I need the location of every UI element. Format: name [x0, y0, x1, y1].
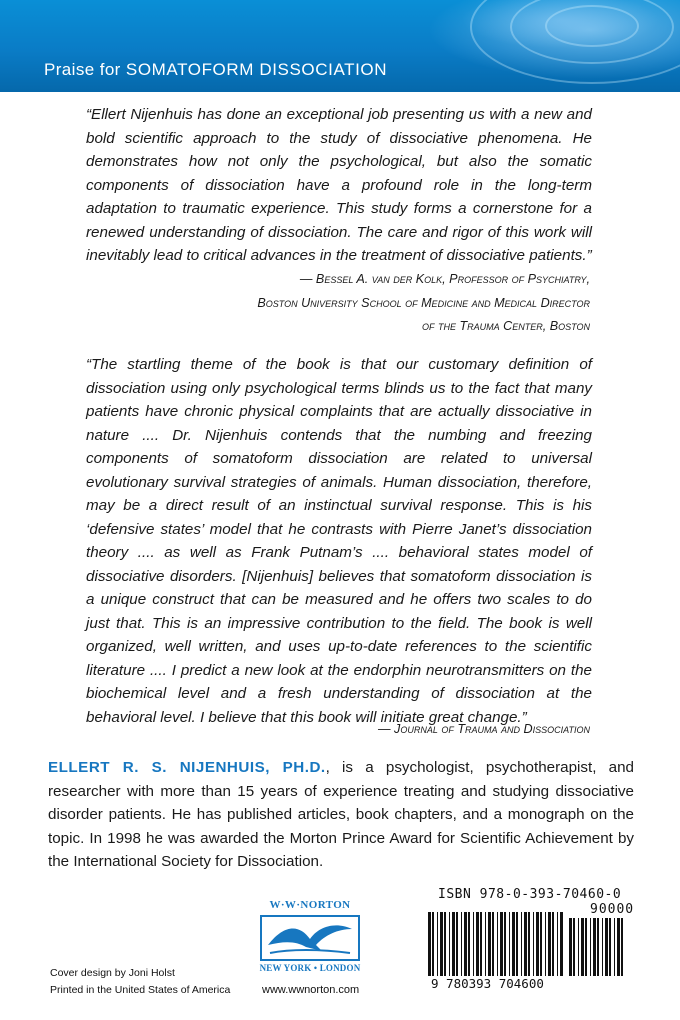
praise-quote-1: “Ellert Nijenhuis has done an exceptional job presenting us with a new and bold scientific approach to the study of dissociative phenomena. He demonstrates how not only the psychological, but also the somatic components of dissociation have a profound role in the long-term adaptation to traumatic experience. This study forms a cornerstone for a renewed understanding of dissociation. The care and rigor of this work will inevitably lead to critical advances in the treatment of dissociative patients.” [86, 106, 592, 264]
barcode-bar [617, 918, 620, 976]
barcode-bar [464, 912, 467, 976]
author-bio-text: , is a psychologist, psychotherapist, and researcher with more than 15 years of experience treating and studying dissociative disorder patients. He has published articles, book chapters, and a monograph on the topic. In 1998 he was awarded the Morton Prince Award for Scientific Achievement by the International Society for Dissociation. [48, 759, 634, 870]
barcode-bar [492, 912, 494, 976]
praise-quote-2: “The startling theme of the book is that our customary definition of dissociation using only psychological terms blinds us to the fact that many patients have chronic physical complaints that are actually dissociative in nature .... Dr. Nijenhuis contends that the numbing and freezing components of somatoform dissociation are related to universal evolutionary survival strategies of animals. Human dissociation, therefore, may be a direct result of an instinctual survival response. This is his ‘defensive states’ model that he contrasts with Pierre Janet’s dissociation theory .... as well as Frank Putnam’s .... behavioral states model of dissociative disorders. [Nijenhuis] believes that somatoform dissociation is a unique construct that can be measured and he offers two scales to do just that. This is an impressive contribution to the field. The book is well organized, well written, and uses up-to-date references to the scientific literature .... I predict a new look at the endorphin neurotransmitters on the biochemical level and a fresh understanding of dissociation at the behavioral level. I believe that this book will initiate great change.” [86, 356, 592, 726]
water-ripple-decoration [545, 5, 639, 47]
attribution-line: — Bessel A. van der Kolk, Professor of Psychiatry, [299, 272, 590, 286]
barcode-bar [461, 912, 462, 976]
barcode-bar [428, 912, 431, 976]
barcode-bar [485, 912, 486, 976]
barcode-bar [468, 912, 470, 976]
barcode-bar [504, 912, 506, 976]
publisher-logo [252, 899, 368, 979]
header-banner [0, 0, 680, 92]
barcode-bar [440, 912, 443, 976]
barcode-bar [524, 912, 527, 976]
attribution-line: — Journal of Trauma and Dissociation [377, 722, 590, 736]
barcode-bar [528, 912, 530, 976]
price-code-label: 90000 [590, 902, 635, 917]
isbn-label: ISBN 978-0-393-70460-0 [438, 887, 622, 902]
barcode-bar [473, 912, 474, 976]
praise-quote-1-attribution [257, 268, 590, 339]
praise-heading-prefix: Praise for [44, 60, 126, 79]
barcode-bar [560, 912, 563, 976]
barcode-bar [545, 912, 546, 976]
barcode-bar [593, 918, 596, 976]
barcode-bar [557, 912, 558, 976]
barcode-bar [521, 912, 522, 976]
barcode-bar [476, 912, 479, 976]
printed-in-credit: Printed in the United States of America [50, 984, 231, 996]
praise-heading-book-title: SOMATOFORM DISSOCIATION [125, 60, 388, 79]
publisher-name: W·W·NORTON [269, 899, 351, 911]
cover-design-credit: Cover design by Joni Holst [50, 967, 175, 979]
barcode-bar [452, 912, 455, 976]
barcode-bar [480, 912, 482, 976]
barcode-bar [597, 918, 599, 976]
praise-quote-2-attribution [378, 718, 590, 742]
attribution-line: Boston University School of Medicine and Medical Director [257, 295, 590, 310]
publisher-url: www.wwnorton.com [262, 984, 360, 996]
praise-heading [44, 60, 387, 80]
barcode-digits: 9 780393 704600 [431, 976, 544, 991]
barcode-bar [533, 912, 534, 976]
barcode-bar [585, 918, 587, 976]
price-addon-barcode-icon [569, 918, 625, 976]
barcode-bar [609, 918, 611, 976]
barcode-bar [578, 918, 579, 976]
barcode-bar [509, 912, 510, 976]
author-name: ELLERT R. S. NIJENHUIS, PH.D. [48, 759, 326, 776]
barcode-bar [614, 918, 615, 976]
barcode-bar [516, 912, 518, 976]
attribution-line: of the Trauma Center, Boston [421, 319, 590, 333]
barcode-bar [500, 912, 503, 976]
barcode-bar [437, 912, 438, 976]
barcode-bar [444, 912, 446, 976]
barcode-bar [552, 912, 554, 976]
barcode-bar [581, 918, 584, 976]
barcode-bar [621, 918, 623, 976]
ean13-barcode-icon [428, 912, 564, 976]
barcode-bar [449, 912, 450, 976]
barcode-bar [602, 918, 603, 976]
barcode-bar [540, 912, 542, 976]
barcode-bar [569, 918, 572, 976]
author-bio [48, 756, 634, 874]
barcode-bar [590, 918, 591, 976]
publisher-cities: NEW YORK • LONDON [259, 963, 361, 973]
barcode-bar [573, 918, 575, 976]
barcode-bar [536, 912, 539, 976]
barcode-bar [488, 912, 491, 976]
barcode-bar [497, 912, 498, 976]
barcode-bar [432, 912, 434, 976]
barcode-bar [548, 912, 551, 976]
seagull-logo-icon [260, 915, 360, 961]
barcode-bar [456, 912, 458, 976]
barcode-bar [605, 918, 608, 976]
barcode-bar [512, 912, 515, 976]
